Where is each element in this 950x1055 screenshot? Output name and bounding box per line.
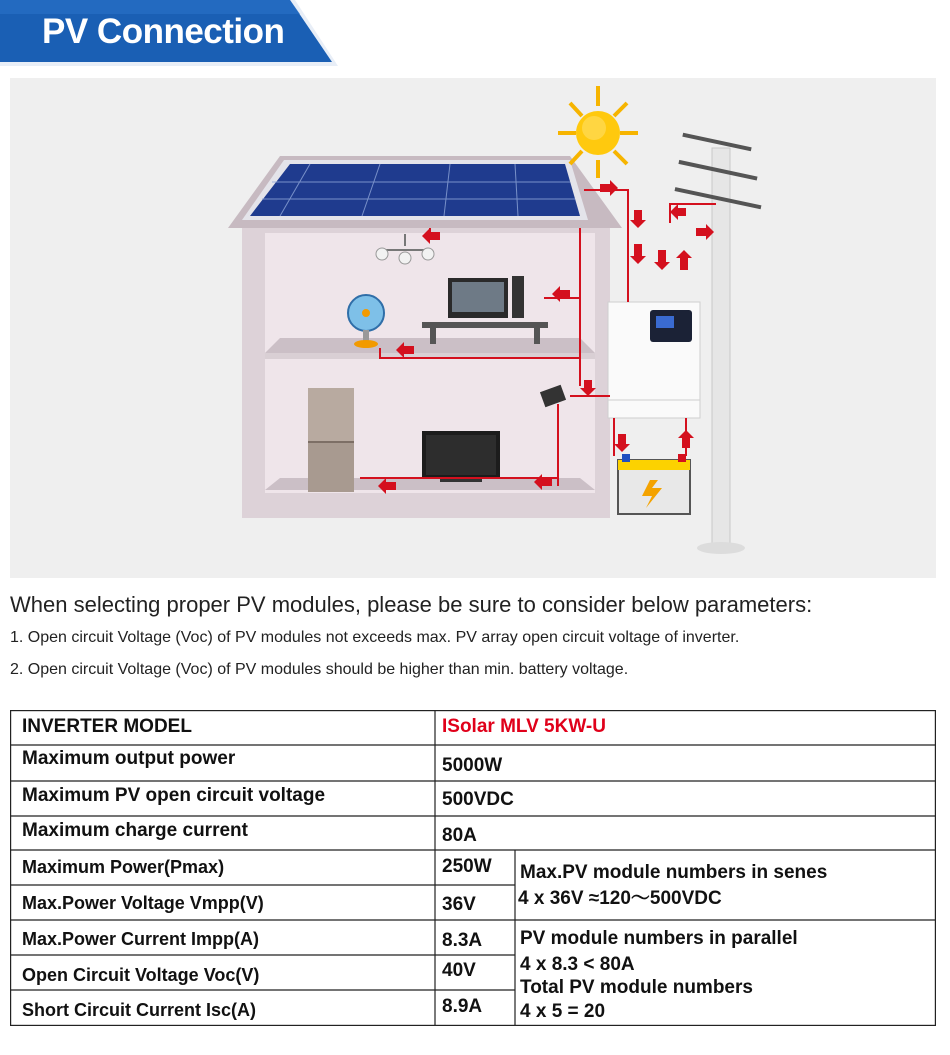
model-value: ISolar MLV 5KW-U (442, 716, 606, 737)
module-label-isc: Short Circuit Current Isc(A) (22, 1000, 257, 1020)
inverter-icon (608, 302, 700, 418)
pv-connection-diagram (10, 78, 936, 578)
parallel-note-title: PV module numbers in parallel (520, 928, 798, 949)
spec-value-output-power: 5000W (442, 755, 503, 776)
module-label-voc: Open Circuit Voltage Voc(V) (22, 965, 260, 985)
module-label-pmax: Maximum Power(Pmax) (22, 857, 225, 877)
spec-label-charge-current: Maximum charge current (22, 820, 248, 841)
spec-label-pv-voltage: Maximum PV open circuit voltage (22, 785, 326, 806)
spec-table (10, 710, 936, 1026)
tv-icon (422, 431, 500, 482)
total-modules-formula: 4 x 5 = 20 (520, 1001, 606, 1022)
module-label-impp: Max.Power Current Impp(A) (22, 929, 260, 949)
page-title: PV Connection (42, 12, 285, 51)
model-label: INVERTER MODEL (22, 716, 192, 737)
header-banner (0, 0, 338, 66)
parallel-note-formula: 4 x 8.3 < 80A (520, 954, 635, 975)
series-note-formula: 4 x 36V ≈120～500VDC (518, 888, 722, 909)
module-value-pmax: 250W (442, 856, 492, 877)
module-value-isc: 8.9A (442, 996, 483, 1017)
module-value-impp: 8.3A (442, 930, 483, 951)
refrigerator-icon (308, 388, 354, 492)
note-1: 1. Open circuit Voltage (Voc) of PV modules not exceeds max. PV array open circuit voltage of inverter. (10, 629, 740, 646)
series-note-title: Max.PV module numbers in senes (520, 862, 828, 883)
spec-value-pv-voltage: 500VDC (442, 789, 514, 810)
total-modules-title: Total PV module numbers (520, 977, 753, 998)
note-2: 2. Open circuit Voltage (Voc) of PV modules should be higher than min. battery voltage. (10, 661, 629, 678)
spec-value-charge-current: 80A (442, 825, 477, 846)
intro-heading: When selecting proper PV modules, please be sure to consider below parameters: (10, 592, 813, 617)
battery-icon (618, 454, 690, 514)
solar-panel-icon (242, 160, 588, 220)
spec-label-output-power: Maximum output power (22, 748, 236, 769)
module-value-vmpp: 36V (442, 894, 476, 915)
module-value-voc: 40V (442, 960, 476, 981)
module-label-vmpp: Max.Power Voltage Vmpp(V) (22, 893, 264, 913)
